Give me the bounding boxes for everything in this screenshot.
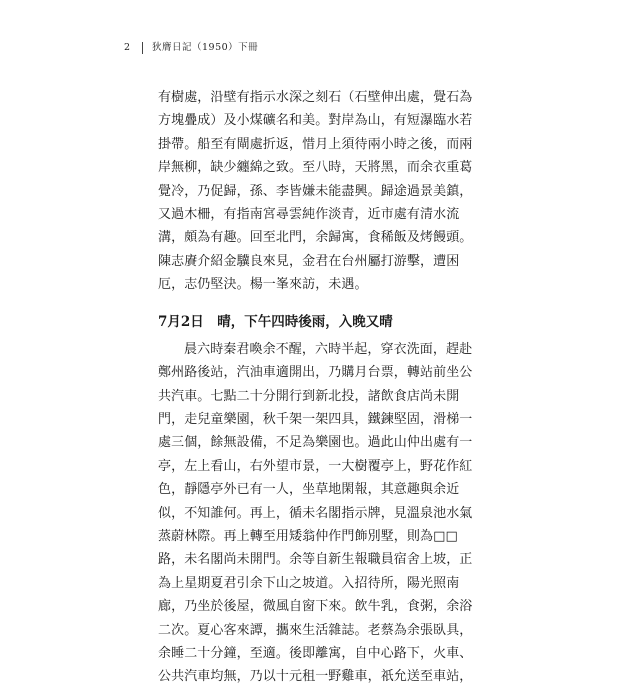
text-line: 覺冷，乃促歸，孫、李皆嫌未能盡興。歸途過景美鎮，: [158, 183, 473, 199]
text-line: 二次。夏心客來譚，攜來生活雜誌。老蔡為余張臥具，: [158, 622, 473, 638]
diary-entry-heading: 7月2日 晴，下午四時後雨，入晚又晴: [158, 313, 393, 330]
text-line: 門，走兒童樂園，秋千架一架四具，鐵鍊堅固，滑梯一: [158, 412, 473, 428]
header-divider: [142, 42, 143, 54]
text-line: 岸無柳，缺少纏綿之致。至八時，天將黑，而余衣重葛: [158, 160, 473, 176]
text-line: 為上星期夏君引余下山之坡道。入招待所，陽光照南: [158, 575, 460, 591]
text-line: 溝，頗為有趣。回至北門，余歸寓，食稀飯及烤饅頭。: [158, 230, 473, 246]
text-line: 共汽車。七點二十分開行到新北投，諸飲食店尚未開: [158, 388, 460, 404]
text-line: 蒸蔚林際。再上轉至用矮翁仲作門飾別墅，則為□□: [158, 529, 458, 545]
paragraph-continued: [158, 86, 473, 297]
page-header: [124, 40, 524, 56]
running-title: 狄膺日記（1950）下冊: [152, 42, 259, 53]
text-line: 亭，左上看山，右外望市景，一大樹覆亭上，野花作紅: [158, 458, 473, 474]
text-line: 晨六時秦君喚余不醒，六時半起，穿衣洗面，趕赴: [184, 341, 473, 357]
text-line: 方塊疊成）及小煤礦名和美。對岸為山，有短瀑臨水若: [158, 113, 473, 129]
text-line: 似，不知誰何。再上，循未名閣指示牌，見溫泉池水氣: [158, 505, 473, 521]
text-line: 余睡二十分鐘，至適。後即離寓，自中心路下，火車、: [158, 645, 473, 661]
text-line: 處三個，餘無設備，不足為樂園也。過此山仲出處有一: [158, 435, 473, 451]
text-line: 陳志賡介紹金驥良來見，金君在台州屬打游擊，遭困: [158, 253, 460, 269]
text-line: 公共汽車均無，乃以十元租一野雞車，祇允送至車站，: [158, 669, 473, 685]
text-line: 有樹處，沿壁有指示水深之刻石（石壁伸出處，覺石為: [158, 90, 473, 105]
text-line: 路，未名閣尚未開門。余等自新生報職員宿舍上坡，正: [158, 552, 473, 568]
text-line: 色，靜隱亭外已有一人，坐草地閑報，其意趣與余近: [158, 482, 460, 498]
text-line: 掛帶。船至有閘處折返，惜月上須待兩小時之後，而兩: [158, 136, 473, 152]
text-line: 廊，乃坐於後屋，微風自窗下來。飲牛乳，食粥，余浴: [158, 599, 473, 615]
page-body: [158, 86, 473, 689]
text-line: 厄，志仍堅決。楊一峯來訪，未遇。: [158, 277, 368, 293]
text-line: 又過木柵，有指南宮尋雲純作淡青，近市處有清水流: [158, 206, 460, 222]
paragraph-entry: [158, 338, 473, 689]
text-line: 鄭州路後站，汽油車適開出，乃購月台票，轉站前坐公: [158, 365, 473, 381]
page-number: 2: [124, 42, 131, 53]
